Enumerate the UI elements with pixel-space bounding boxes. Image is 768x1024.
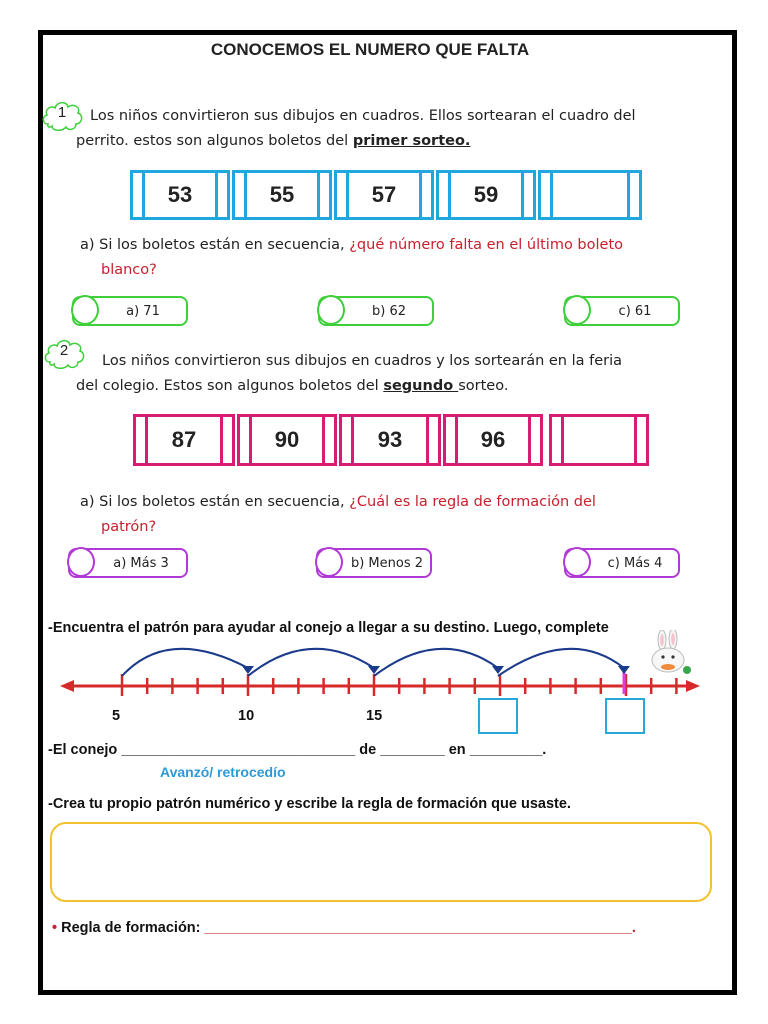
jump-arc — [248, 649, 374, 676]
conejo-hint: Avanzó/ retrocedío — [160, 764, 286, 780]
pattern-instruction: -Encuentra el patrón para ayudar al conejo a llegar a su destino. Luego, complete — [48, 620, 609, 636]
jump-arc — [122, 649, 248, 676]
section2-question-line1: a) Si los boletos están en secuencia, ¿Cuál es la regla de formación del — [80, 494, 596, 510]
ticket-blank — [549, 414, 649, 466]
ticket: 96 — [443, 414, 543, 466]
rule-line: • Regla de formación: _____________________________________________________. — [52, 920, 636, 936]
ticket: 55 — [232, 170, 332, 220]
jump-arc — [374, 649, 498, 676]
option-b[interactable]: b) Menos 2 — [316, 548, 432, 578]
radio-icon — [71, 295, 99, 325]
option-a[interactable]: a) 71 — [72, 296, 188, 326]
radio-icon — [315, 547, 343, 577]
section1-text-line1: Los niños convirtieron sus dibujos en cuadros. Ellos sortearan el cuadro del — [90, 108, 636, 124]
section-number: 1 — [57, 104, 67, 121]
radio-icon — [563, 547, 591, 577]
conejo-sentence: -El conejo _____________________________ de ________ en _________. — [48, 742, 547, 758]
ticket: 90 — [237, 414, 337, 466]
number-label-5: 5 — [112, 708, 121, 724]
right-arrow-icon — [686, 680, 700, 692]
number-label-15: 15 — [366, 708, 383, 724]
worksheet-title: CONOCEMOS EL NUMERO QUE FALTA — [210, 40, 530, 59]
ticket: 57 — [334, 170, 434, 220]
ticket: 53 — [130, 170, 230, 220]
section2-text-line2: del colegio. Estos son algunos boletos del segundo sorteo. — [76, 378, 509, 394]
option-c[interactable]: c) 61 — [564, 296, 680, 326]
cloud-badge-icon — [40, 98, 84, 132]
option-b[interactable]: b) 62 — [318, 296, 434, 326]
number-label-10: 10 — [238, 708, 255, 724]
rule-blank[interactable]: _____________________________________________________. — [204, 920, 636, 936]
option-a[interactable]: a) Más 3 — [68, 548, 188, 578]
section1-text-line2: perrito. estos son algunos boletos del primer sorteo. — [76, 133, 471, 149]
jump-arc — [498, 649, 624, 676]
ticket: 93 — [339, 414, 441, 466]
section-number: 2 — [59, 342, 69, 359]
ticket-blank — [538, 170, 642, 220]
arrow-head-icon — [618, 666, 630, 674]
ticket: 59 — [436, 170, 536, 220]
answer-box[interactable] — [605, 698, 645, 734]
radio-icon — [317, 295, 345, 325]
left-arrow-icon — [60, 680, 74, 692]
section1-question-line1: a) Si los boletos están en secuencia, ¿qué número falta en el último boleto — [80, 237, 623, 253]
section2-text-line1: Los niños convirtieron sus dibujos en cuadros y los sortearán en la feria — [102, 353, 623, 369]
bullet: • — [52, 920, 58, 936]
create-pattern-instruction: -Crea tu propio patrón numérico y escribe la regla de formación que usaste. — [48, 796, 571, 812]
rabbit-icon — [646, 630, 696, 676]
answer-box[interactable] — [478, 698, 518, 734]
blank-step[interactable]: ________ — [380, 742, 445, 758]
blank-unit[interactable]: _________. — [469, 742, 547, 758]
answer-area[interactable] — [50, 822, 712, 902]
radio-icon — [67, 547, 95, 577]
option-c[interactable]: c) Más 4 — [564, 548, 680, 578]
radio-icon — [563, 295, 591, 325]
section2-question-line2: patrón? — [101, 519, 157, 535]
blank-direction[interactable]: _____________________________ — [121, 742, 356, 758]
section1-question-line2: blanco? — [101, 262, 157, 278]
cloud-badge-icon — [42, 336, 86, 370]
ticket: 87 — [133, 414, 235, 466]
